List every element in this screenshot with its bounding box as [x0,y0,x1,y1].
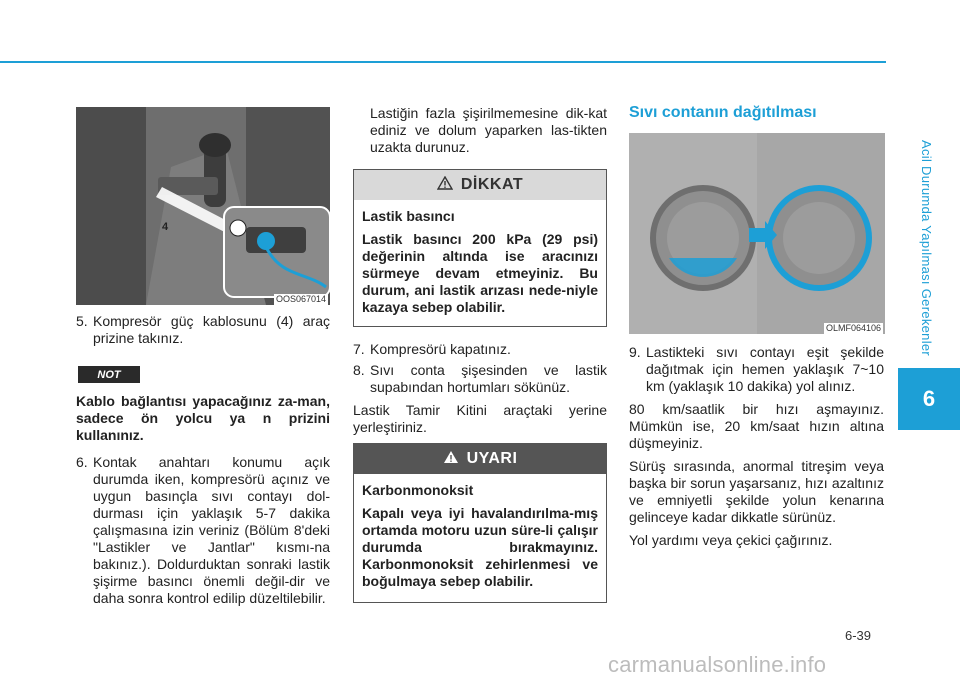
step-5-continued: Lastiğin fazla şişirilmemesine dik-kat ediniz ve dolum yaparken las-tikten uzakta durunuz. [370,105,607,155]
sealant-distribution-figure [629,133,885,334]
warning-title: UYARI [466,450,518,467]
step-number: 7. [353,341,365,357]
callout-number: 4 [161,221,169,233]
chapter-tab: 6 [898,368,960,430]
watermark: carmanualsonline.info [608,652,827,677]
warning-subtitle: Karbonmonoksit [362,482,474,498]
figure-code: OOS067014 [275,294,326,304]
page-number: 6-39 [845,628,872,643]
caution-title: DİKKAT [460,176,524,193]
step-6 [76,454,330,607]
roadside-text: Yol yardımı veya çekici çağırınız. [629,532,833,548]
speed-text: 80 km/saatlik bir hızı aşmayınız. Mümkün ise, 20 km/saat hızın altına düşmeyiniz. [629,401,884,451]
step-8 [353,362,607,396]
step-5 [76,313,330,347]
note-badge: NOT [78,366,140,383]
step-number: 9. [629,344,641,360]
figure-code: OLMF064106 [825,323,881,333]
warning-text: Kapalı veya iyi havalandırılma-mış ortamda motoru uzun süre-li çalışır durumda bırakmayınız. Karbonmonoksit zehirlenmesi ve boğulmaya sebep olabilir. [362,505,598,589]
step-number: 6. [76,454,88,470]
step-number: 5. [76,313,88,329]
warning-header [354,444,606,474]
warning-filled-icon [443,450,459,469]
header-rule [0,61,886,63]
section-title: Sıvı contanın dağıtılması [629,104,817,121]
caution-text: Lastik basıncı 200 kPa (29 psi) değerinin altında ise aracınızı sürmeye devam etmeyiniz. Bu durum, ani lastik arızası nede-niyle kazaya sebep olabilir. [362,231,598,315]
warning-box [353,443,607,603]
tire-comparison-illustration [629,133,885,334]
caution-box [353,169,607,327]
vibration-text: Sürüş sırasında, anormal titreşim veya başka bir sorun yaşarsanız, hızı azaltınız ve emniyetli şekilde yolun kenarına gelinceye kadar dikkatle sürünüz. [629,458,884,525]
caution-header [354,170,606,200]
step-number: 8. [353,362,365,378]
warning-triangle-icon [437,176,453,195]
chapter-side-title: Acil Durumda Yapılması Gerekenler [919,140,934,357]
step-text: Kontak anahtarı konumu açık durumda iken, kompresörü açınız ve uygun basınçla sıvı contayı dol-durması için yaklaşık 5-7 dakika çalışmasına izin veriniz (Bölüm 8'deki "Lastikler ve Jantlar" kısmı-na bakınız.). Doldurduktan sonraki lastik şişirme basıncı önemli değil-dir ve daha sonra kontrol edilip düzeltilebilir. [93,454,330,606]
step-9 [629,344,884,395]
compressor-socket-figure [76,107,330,305]
step-text: Kompresör güç kablosunu (4) araç prizine takınız. [93,313,330,346]
step-text: Sıvı conta şişesinden ve lastik supabından hortumları sökünüz. [370,362,607,395]
step-text: Kompresörü kapatınız. [370,341,511,357]
step-text: Lastikteki sıvı contayı eşit şekilde dağıtmak için hemen yaklaşık 7~10 km (yaklaşık 10 dakika) yol alınız. [646,344,884,394]
step-7 [353,341,607,358]
caution-subtitle: Lastik basıncı [362,208,455,224]
car-console-illustration [76,107,330,305]
note-text: Kablo bağlantısı yapacağınız za-man, sadece ön yolcu ya n prizini kullanınız. [76,393,330,443]
stow-kit-text: Lastik Tamir Kitini araçtaki yerine yerleştiriniz. [353,402,607,435]
